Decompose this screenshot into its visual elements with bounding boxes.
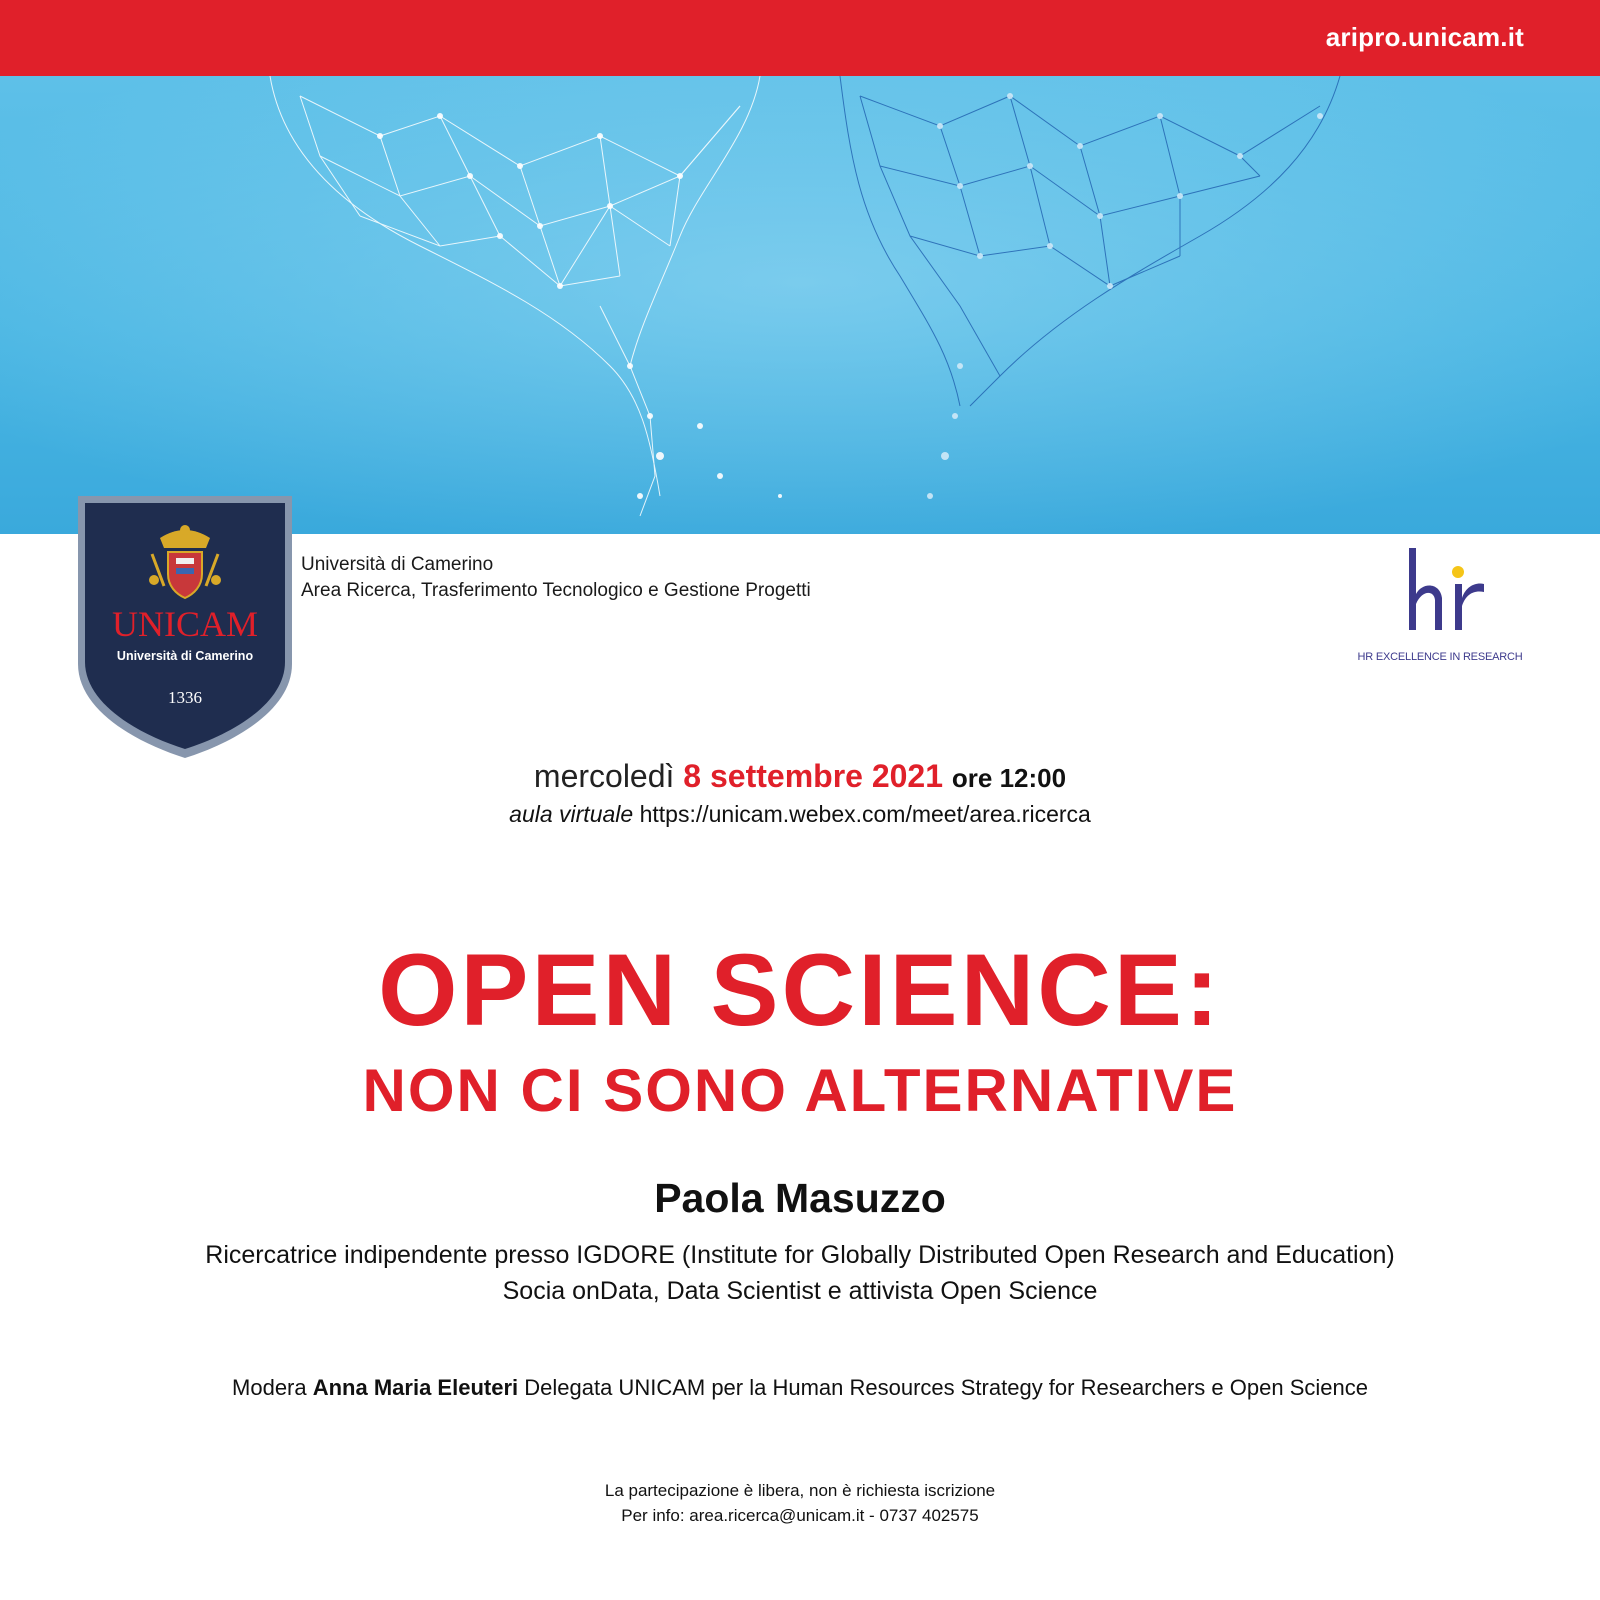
event-room-url[interactable]: https://unicam.webex.com/meet/area.ricerca <box>639 801 1091 827</box>
event-room-label: aula virtuale <box>509 801 634 827</box>
organization-block <box>301 552 811 604</box>
moderator-prefix: Modera <box>232 1375 307 1400</box>
footer-info <box>0 1478 1600 1528</box>
speaker-role-line1: Ricercatrice indipendente presso IGDORE (Institute for Globally Distributed Open Research and Education) <box>205 1241 1395 1269</box>
moderator-role: Delegata UNICAM per la Human Resources Strategy for Researchers e Open Science <box>524 1375 1368 1400</box>
organization-department: Area Ricerca, Trasferimento Tecnologico e Gestione Progetti <box>301 580 811 601</box>
footer-participation: La partecipazione è libera, non è richiesta iscrizione <box>604 1481 996 1500</box>
site-url-link[interactable]: aripro.unicam.it <box>1325 22 1524 52</box>
speaker-name: Paola Masuzzo <box>654 1175 946 1221</box>
logo-year: 1336 <box>168 688 202 707</box>
top-bar <box>0 0 1600 76</box>
hero-image <box>0 76 1600 534</box>
footer-contact: Per info: area.ricerca@unicam.it - 0737 402575 <box>621 1506 979 1525</box>
moderator-line <box>0 1375 1600 1401</box>
moderator-name: Anna Maria Eleuteri <box>312 1375 519 1400</box>
hr-dot-icon <box>1452 566 1464 578</box>
event-title: OPEN SCIENCE: <box>378 933 1222 1047</box>
speaker-role <box>0 1237 1600 1309</box>
hr-logo-caption: HR EXCELLENCE IN RESEARCH <box>1357 651 1523 663</box>
event-time: ore 12:00 <box>951 763 1067 793</box>
event-room-line <box>0 801 1600 828</box>
event-date-line <box>0 758 1600 795</box>
organization-name: Università di Camerino <box>301 554 494 575</box>
speaker-role-line2: Socia onData, Data Scientist e attivista Open Science <box>502 1277 1098 1305</box>
network-hearts-illustration <box>0 76 1600 534</box>
event-weekday: mercoledì <box>533 758 675 794</box>
unicam-logo <box>76 494 294 760</box>
event-date: 8 settembre 2021 <box>683 758 944 794</box>
logo-subtitle: Università di Camerino <box>116 649 254 663</box>
event-subtitle: NON CI SONO ALTERNATIVE <box>362 1057 1238 1124</box>
hr-excellence-logo <box>1350 548 1530 668</box>
logo-name: UNICAM <box>111 604 259 644</box>
